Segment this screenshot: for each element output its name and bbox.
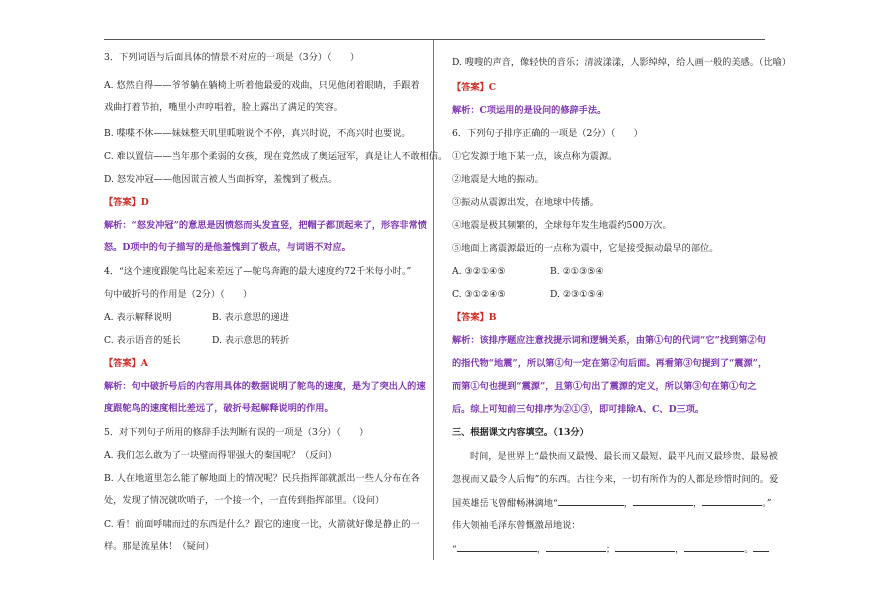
fill-blank-2[interactable] [633, 496, 693, 506]
q5-option-d: D. 嗖嗖的声音，像轻快的音乐；清波漾漾，人影绰绰，给人画一般的美感。（比喻） [452, 57, 792, 68]
q3-explanation-2: 怒。D项中的句子描写的是他羞愧到了极点，与词语不对应。 [104, 242, 351, 253]
fill-blank-7[interactable] [684, 542, 744, 552]
fill-blank-4[interactable] [457, 542, 537, 552]
q6-explanation-2: 的指代物“地震”，所以第①句一定在第②句后面。再看第③句提到了“震源”， [452, 358, 768, 369]
q5-stem: 5．对下列句子所用的修辞手法判断有误的一项是（3分）（ ） [104, 427, 369, 438]
section-3-paragraph-1: 时间，是世界上“最快而又最慢、最长而又最短、最平凡而又最珍贵、最易被 [470, 451, 778, 462]
q5-option-b-cont: 处，发现了情况就吹哨子，一个接一个，一直传到指挥部里。（设问） [104, 495, 385, 506]
q3-option-a: A. 悠然自得——爷爷躺在躺椅上听着他最爱的戏曲，只见他闭着眼睛，手跟着 [104, 80, 420, 91]
q4-option-c: C. 表示语音的延长 [104, 335, 181, 346]
section-3-line-5-text: “ [452, 544, 457, 555]
q3-option-d: D. 怒发冲冠——他因谎言被人当面拆穿，羞愧到了极点。 [104, 174, 338, 185]
q3-option-a-cont: 戏曲打着节拍，嘴里小声哼唱着，脸上露出了满足的笑容。 [104, 102, 343, 113]
section-3-paragraph-5: “ ， ； ， 。 [452, 542, 769, 556]
fill-blank-3[interactable] [702, 496, 762, 506]
q6-option-a: A. ③②①④⑤ [452, 266, 506, 277]
section-3-paragraph-3: 国英雄岳飞曾酣畅淋漓地“ ， ， 。” [452, 498, 772, 509]
section-3-paragraph-4: 伟大领袖毛泽东曾慨激昂地说： [452, 520, 581, 531]
q4-option-d: D. 表示意思的转折 [212, 335, 290, 346]
q6-explanation-4: 后。综上可知前三句排序为②①③，即可排除A、C、D三项。 [452, 404, 705, 415]
section-3-heading: 三、根据课文内容填空。（13分） [452, 427, 589, 438]
section-3-line-3-end: 。” [762, 498, 772, 509]
q6-sentence-2: ②地震是大地的振动。 [452, 174, 544, 185]
q4-stem-1: 4．“这个速度跟鸵鸟比起来差远了—鸵鸟奔跑的最大速度约72千米每小时。” [104, 266, 412, 277]
q6-explanation-3: 而第①句也提到“震源”，且第①句出了震源的定义，所以第③句在第①句之 [452, 381, 757, 392]
fill-blank-6[interactable] [615, 542, 675, 552]
q6-option-d: D. ②③①⑤④ [550, 289, 605, 300]
q3-answer: 【答案】D [104, 197, 149, 208]
fill-blank-1[interactable] [558, 496, 624, 506]
q3-stem: 3．下列词语与后面具体的情景不对应的一项是（3分）（ ） [104, 52, 360, 63]
q6-sentence-4: ④地震是极其频繁的，全球每年发生地震约500万次。 [452, 220, 672, 231]
q5-option-c: C. 看！前面呼啸而过的东西是什么？跟它的速度一比，火箭就好像是静止的一 [104, 519, 420, 530]
q6-explanation-1: 解析：该排序题应注意找提示词和逻辑关系，由第①句的代词“它”找到第②句 [452, 335, 766, 346]
q4-answer: 【答案】A [104, 358, 148, 369]
fill-blank-5[interactable] [546, 542, 606, 552]
q5-option-c-cont: 样。那是流星体！（疑问） [104, 541, 215, 552]
q4-stem-2: 句中破折号的作用是（2分）（ ） [104, 289, 253, 300]
q4-explanation-1: 解析：句中破折号后的内容用具体的数据说明了鸵鸟的速度，是为了突出人的速 [104, 381, 426, 392]
q4-option-a: A. 表示解释说明 [104, 312, 172, 323]
q6-option-c: C. ③①②④⑤ [452, 289, 506, 300]
q4-explanation-2: 度跟鸵鸟的速度相比差远了，破折号起解释说明的作用。 [104, 403, 334, 414]
q5-option-b: B. 人在地道里怎么能了解地面上的情况呢？民兵指挥部就派出一些人分布在各 [104, 473, 420, 484]
fill-blank-8[interactable] [753, 542, 769, 552]
section-3-paragraph-2: 忽视而又最令人后悔”的东西。古往今来，一切有所作为的人都是珍惜时间的。爱 [452, 474, 779, 485]
q3-option-c: C. 难以置信——当年那个柔弱的女孩，现在竟然成了奥运冠军，真是让人不敢相信。 [104, 151, 448, 162]
q3-explanation-1: 解析：“怒发冲冠”的意思是因愤怒而头发直竖，把帽子都顶起来了，形容非常愤 [104, 220, 427, 231]
q6-answer: 【答案】B [452, 312, 497, 323]
q5-explanation: 解析：C项运用的是设问的修辞手法。 [452, 105, 607, 116]
q6-stem: 6．下列句子排序正确的一项是（2分）（ ） [452, 128, 643, 139]
q5-answer: 【答案】C [452, 82, 497, 93]
q6-sentence-1: ①它发源于地下某一点，该点称为震源。 [452, 151, 618, 162]
section-3-line-3-text: 国英雄岳飞曾酣畅淋漓地“ [452, 498, 558, 509]
q4-option-b: B. 表示意思的递进 [212, 312, 289, 323]
column-divider [433, 40, 434, 560]
q3-option-b: B. 喋喋不休——妹妹整天叽里呱啦说个不停，真兴时说，不高兴时也要说。 [104, 128, 411, 139]
q6-sentence-3: ③振动从震源出发，在地球中传播。 [452, 197, 599, 208]
q5-option-a: A. 我们怎么敢为了一块璧而得罪强大的秦国呢？（反问） [104, 450, 337, 461]
q6-sentence-5: ⑤地面上离震源最近的一点称为震中，它是接受振动最早的部位。 [452, 243, 719, 254]
header-rule [104, 39, 765, 40]
q6-option-b: B. ②①③⑤④ [550, 266, 604, 277]
